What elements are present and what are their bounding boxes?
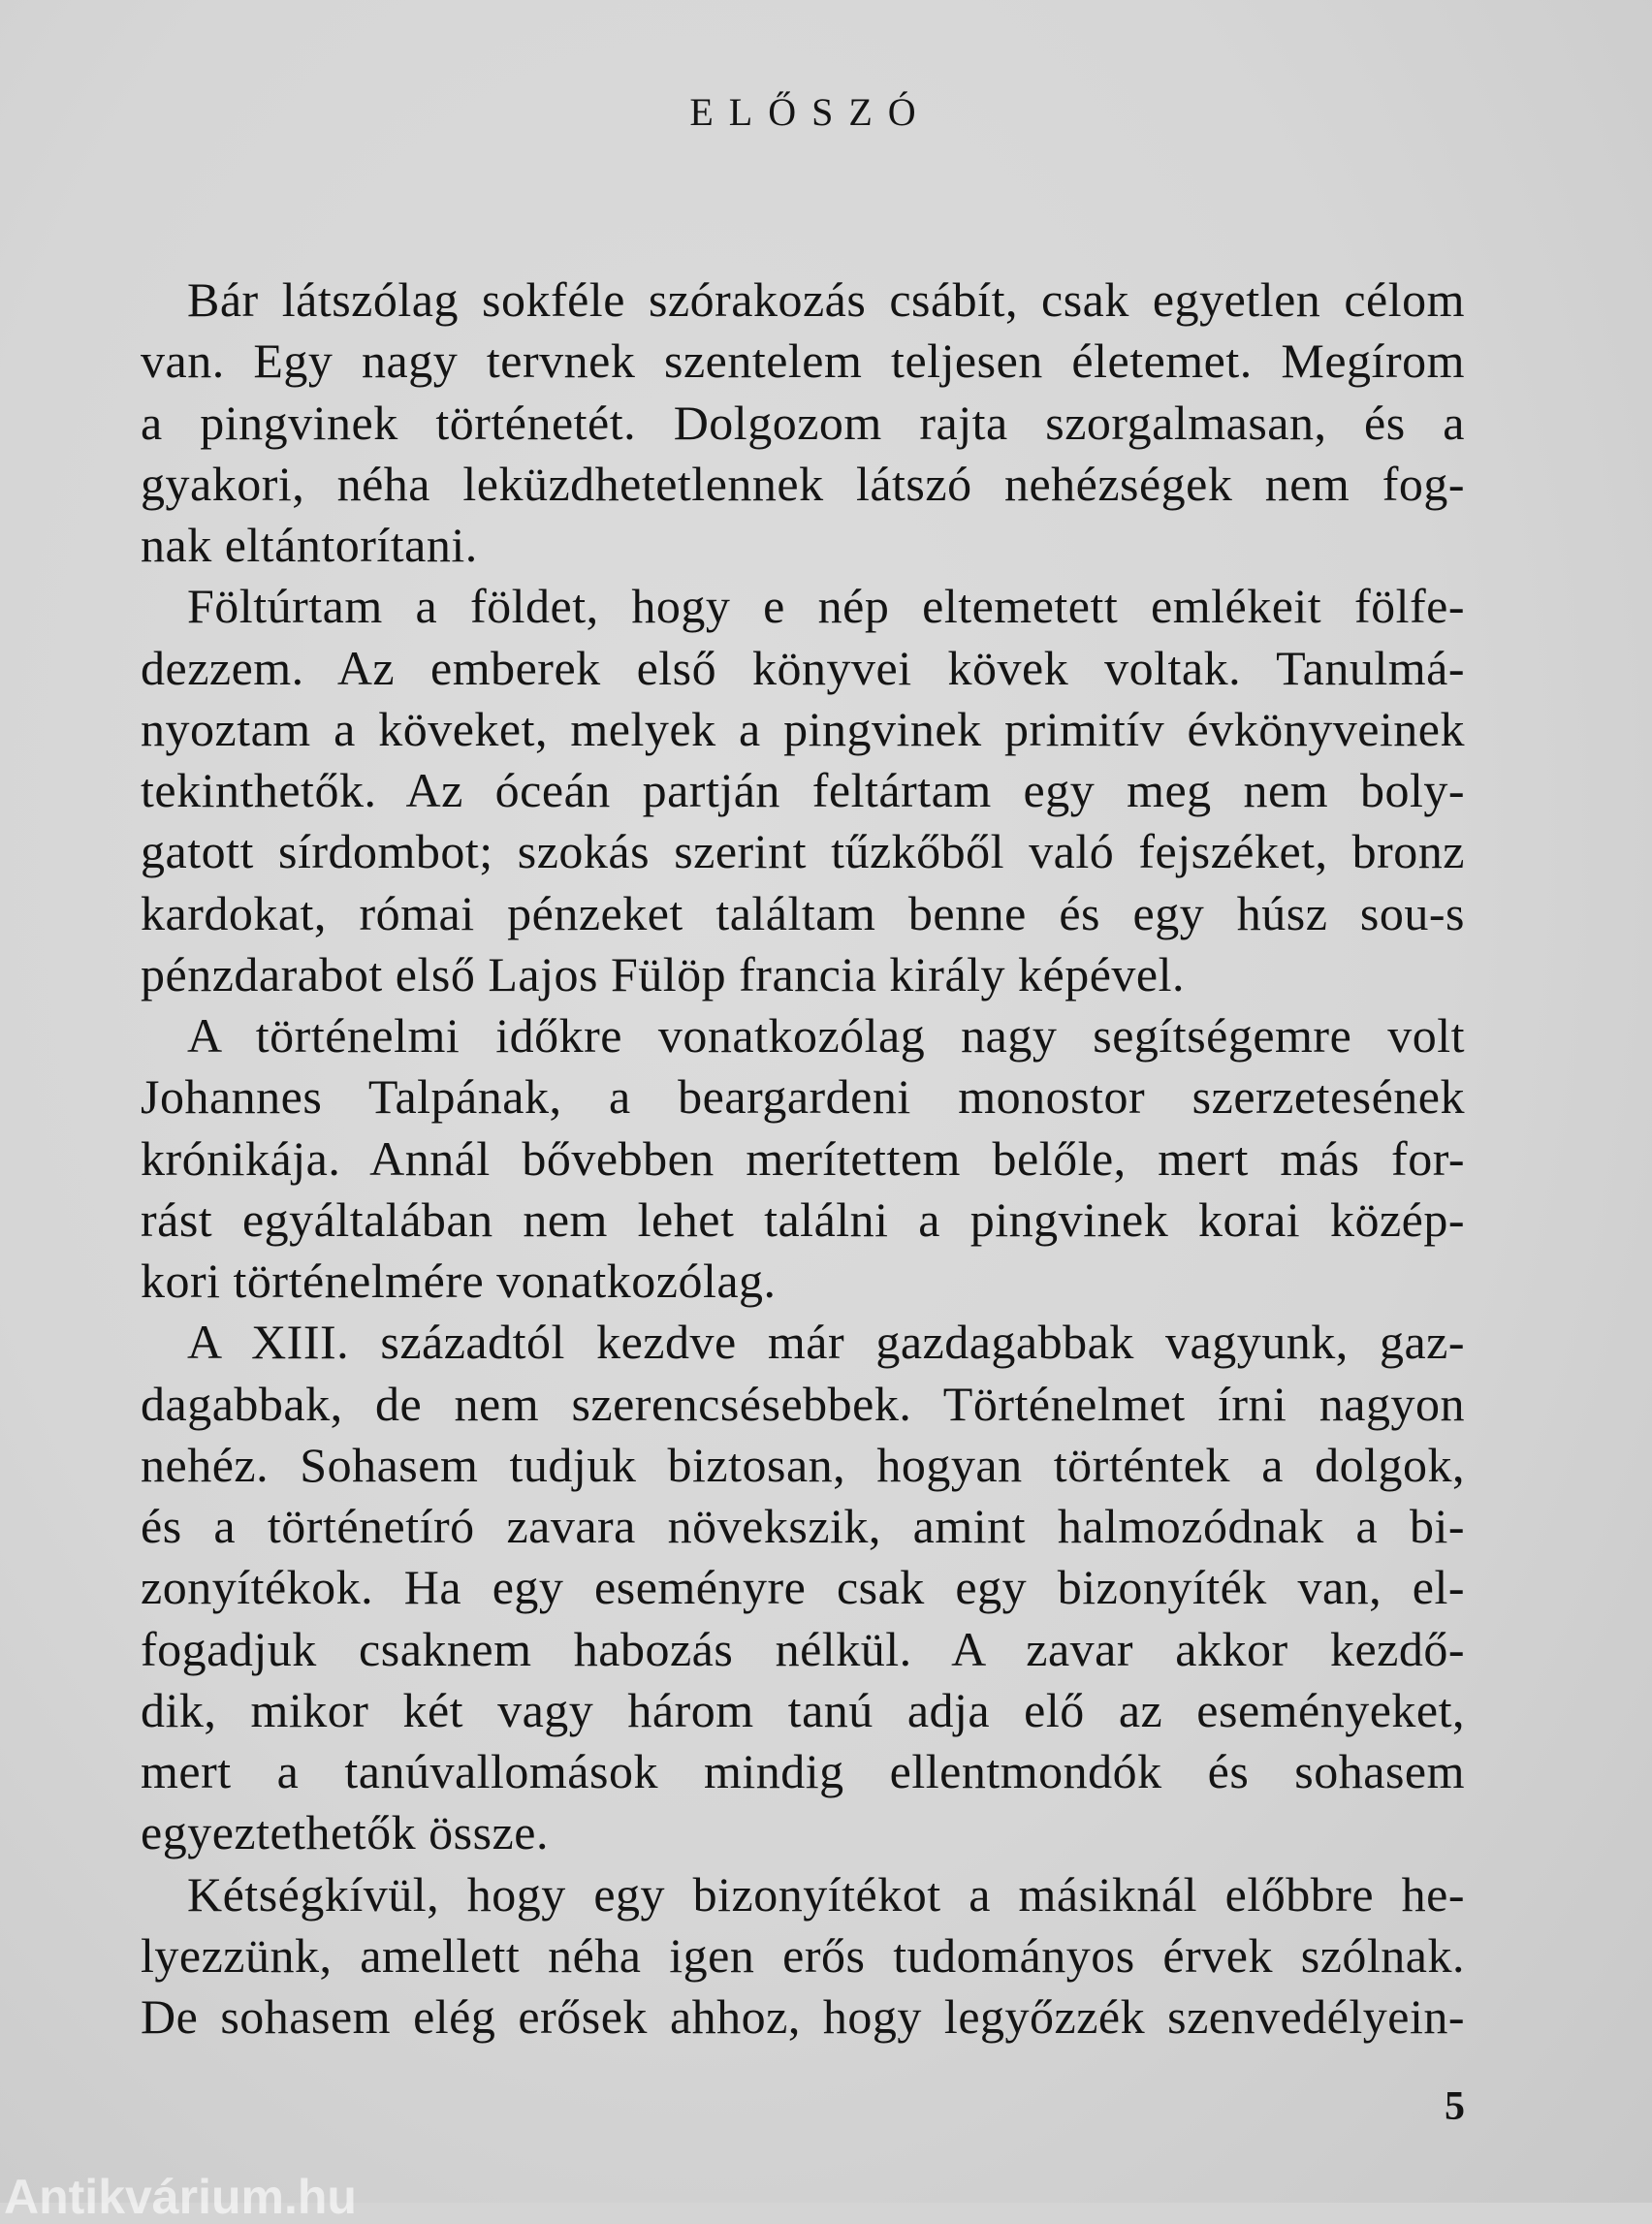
body-text <box>141 270 1465 2048</box>
text-line: és a történetíró zavara növekszik, amint halmozódnak a bi- <box>141 1499 1465 1553</box>
text-line: dezzem. Az emberek első könyvei kövek voltak. Tanulmá- <box>141 640 1465 695</box>
text-line: a pingvinek történetét. Dolgozom rajta szorgalmasan, és a <box>141 395 1465 450</box>
text-line: gyakori, néha leküzdhetetlennek látszó nehézségek nem fog- <box>141 456 1465 511</box>
text-line: gatott sírdombot; szokás szerint tűzkőből való fejszéket, bronz <box>141 824 1465 879</box>
watermark: Antikvárium.hu <box>4 2170 357 2224</box>
paragraph <box>141 270 1465 576</box>
text-line: Kétségkívül, hogy egy bizonyítékot a másiknál előbbre he- <box>187 1866 1465 1922</box>
watermark-container <box>0 2170 407 2224</box>
text-line: krónikája. Annál bővebben merítettem belőle, mert más for- <box>141 1130 1465 1186</box>
text-line: pénzdarabot első Lajos Fülöp francia király képével. <box>141 946 1186 1001</box>
text-line: Föltúrtam a földet, hogy e nép eltemetett emlékeit fölfe- <box>187 579 1465 634</box>
text-line: kardokat, római pénzeket találtam benne és egy húsz sou-s <box>141 885 1465 940</box>
text-line: A XIII. századtól kezdve már gazdagabbak vagyunk, gaz- <box>187 1315 1465 1370</box>
page-number: 5 <box>1445 2084 1465 2129</box>
text-line: Johannes Talpának, a beargardeni monostor szerzetesének <box>141 1069 1465 1125</box>
paragraph <box>141 1312 1465 1863</box>
text-line: van. Egy nagy tervnek szentelem teljesen életemet. Megírom <box>141 334 1465 389</box>
text-line: nak eltántorítani. <box>141 518 478 572</box>
text-line: egyeztethetők össze. <box>141 1805 549 1860</box>
text-line: dagabbak, de nem szerencsésebbek. Történelmet írni nagyon <box>141 1376 1465 1431</box>
text-line: rást egyáltalában nem lehet találni a pingvinek korai közép- <box>141 1191 1465 1247</box>
chapter-title: ELŐSZÓ <box>689 90 932 134</box>
text-line: tekinthetők. Az óceán partján feltártam egy meg nem boly- <box>141 763 1465 817</box>
text-line: dik, mikor két vagy három tanú adja elő az eseményeket, <box>141 1682 1465 1737</box>
text-line: kori történelmére vonatkozólag. <box>141 1254 777 1308</box>
paragraph <box>141 1005 1465 1312</box>
text-line: nehéz. Sohasem tudjuk biztosan, hogyan történtek a dolgok, <box>141 1437 1465 1492</box>
paragraph <box>141 1864 1465 2049</box>
text-line: mert a tanúvallomások mindig ellentmondók és sohasem <box>141 1744 1465 1798</box>
text-line: A történelmi időkre vonatkozólag nagy segítségemre volt <box>187 1008 1465 1063</box>
text-line: fogadjuk csaknem habozás nélkül. A zavar akkor kezdő- <box>141 1621 1465 1676</box>
text-line: lyezzünk, amellett néha igen erős tudományos érvek szólnak. <box>141 1927 1465 1983</box>
text-line: Bár látszólag sokféle szórakozás csábít, csak egyetlen célom <box>187 272 1465 327</box>
text-line: zonyítékok. Ha egy eseményre csak egy bizonyíték van, el- <box>141 1560 1465 1615</box>
paragraph <box>141 576 1465 1005</box>
text-line: De sohasem elég erősek ahhoz, hogy legyőzzék szenvedélyein- <box>141 1989 1465 2044</box>
text-line: nyoztam a köveket, melyek a pingvinek primitív évkönyveinek <box>141 701 1465 756</box>
